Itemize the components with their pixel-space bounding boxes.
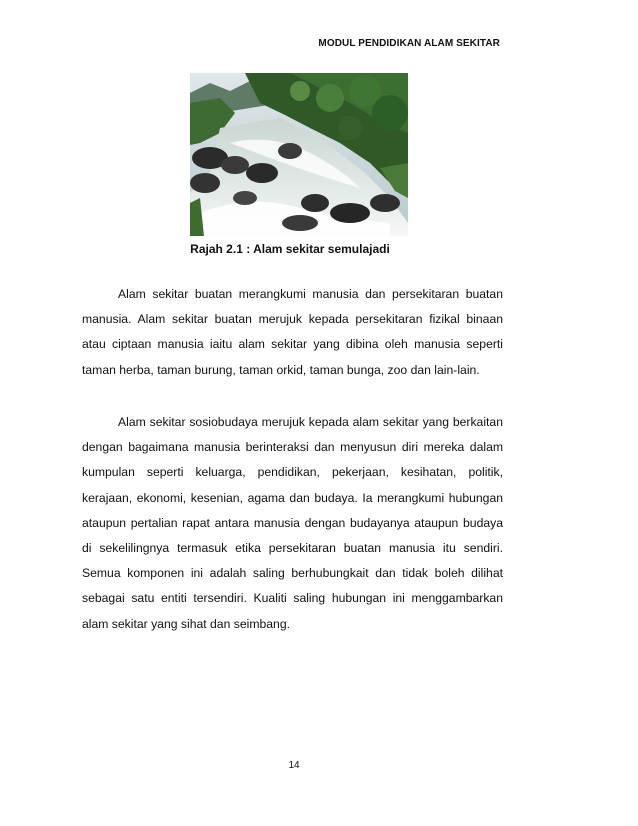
paragraph-sociocultural-environment: Alam sekitar sosiobudaya merujuk kepada alam sekitar yang berkaitan dengan bagaimana manusia berinteraksi dan menyusun diri mereka dalam kumpulan seperti keluarga, pendidikan, pekerjaan, kesihatan, politik, kerajaan, ekonomi, kesenian, agama dan budaya. Ia merangkumi hubungan ataupun pertalian rapat antara manusia dengan budayanya ataupun budaya di sekelilingnya termasuk etika persekitaran buatan manusia itu sendiri. Semua komponen ini adalah saling berhubungkait dan tidak boleh dilihat sebagai satu entiti tersendiri. Kualiti saling hubungan ini menggambarkan alam sekitar yang sihat dan seimbang.: [82, 415, 503, 631]
paragraph-built-environment: Alam sekitar buatan merangkumi manusia dan persekitaran buatan manusia. Alam sekitar buatan merujuk kepada persekitaran fizikal binaan atau ciptaan manusia iaitu alam sekitar yang dibina oleh manusia seperti taman herba, taman burung, taman orkid, taman bunga, zoo dan lain-lain.: [82, 287, 503, 377]
page-number: 14: [288, 760, 300, 771]
river-illustration: [190, 73, 408, 236]
running-header: MODUL PENDIDIKAN ALAM SEKITAR: [318, 38, 500, 49]
river-photo: [190, 73, 408, 236]
figure-caption: Rajah 2.1 : Alam sekitar semulajadi: [190, 242, 390, 256]
